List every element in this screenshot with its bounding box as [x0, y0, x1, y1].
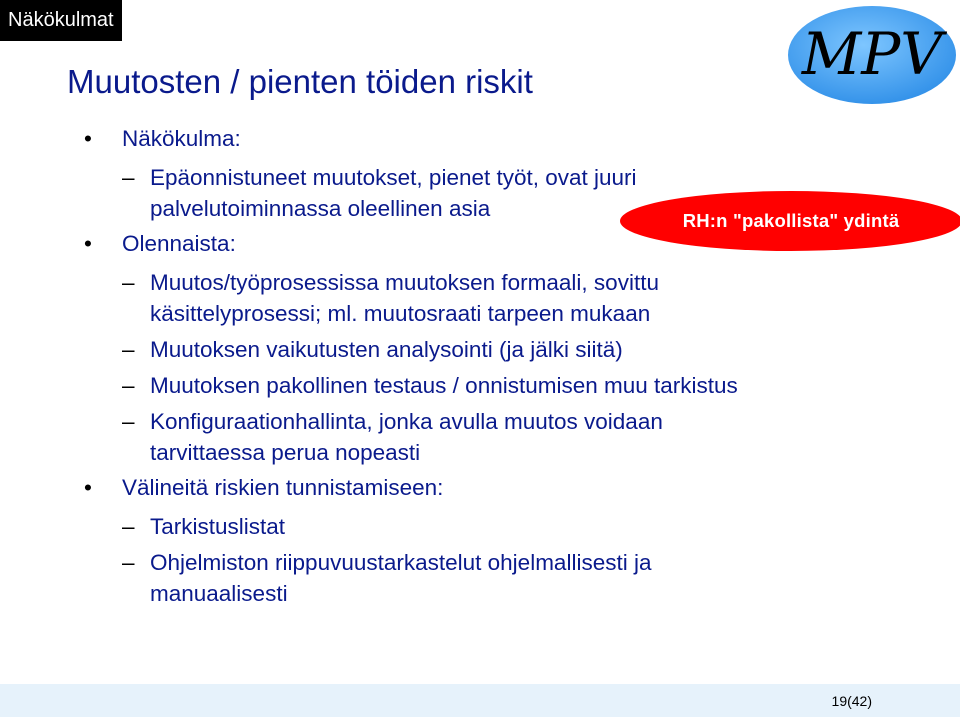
bullet-line: Epäonnistuneet muutokset, pienet työt, ovat juuri [150, 165, 637, 190]
bullet-line: Konfiguraationhallinta, jonka avulla muutos voidaan [150, 409, 663, 434]
bullet-dash-icon: – [122, 514, 135, 539]
bullet-line: käsittelyprosessi; ml. muutosraati tarpeen mukaan [150, 301, 651, 326]
bullet-line: Muutos/työprosessissa muutoksen formaali, sovittu [150, 270, 659, 295]
bullet-item [80, 121, 860, 157]
bullet-line: palvelutoiminnassa oleellinen asia [150, 196, 491, 221]
bullet-text: Välineitä riskien tunnistamiseen: [122, 475, 444, 500]
sub-bullet-item [80, 511, 860, 542]
bullet-line: tarvittaessa perua nopeasti [150, 440, 421, 465]
sub-bullet-item [80, 370, 860, 401]
bullet-text: Olennaista: [122, 231, 236, 256]
bullet-dash-icon: – [122, 409, 135, 434]
bullet-dash-icon: – [122, 373, 135, 398]
bullet-dash-icon: – [122, 165, 135, 190]
bullet-dot-icon: • [84, 126, 92, 151]
bullet-dash-icon: – [122, 270, 135, 295]
bullet-line: Muutoksen vaikutusten analysointi (ja jälki siitä) [150, 337, 623, 362]
bullet-dash-icon: – [122, 550, 135, 575]
logo-text: MPV [801, 20, 943, 88]
mpv-logo [786, 4, 958, 106]
slide-title: Muutosten / pienten töiden riskit [67, 63, 533, 100]
bullet-item [80, 470, 860, 506]
bullet-dot-icon: • [84, 475, 92, 500]
footer-bar [0, 684, 960, 717]
bullet-line: Muutoksen pakollinen testaus / onnistumisen muu tarkistus [150, 373, 738, 398]
sub-bullet-item [80, 547, 860, 609]
sub-bullet-item [80, 406, 860, 468]
section-tag: Näkökulmat [0, 0, 122, 41]
bullet-dot-icon: • [84, 231, 92, 256]
callout-core-badge: RH:n "pakollista" ydintä [620, 191, 960, 251]
sub-bullet-item [80, 334, 860, 365]
bullet-line: Tarkistuslistat [150, 514, 286, 539]
bullet-dash-icon: – [122, 337, 135, 362]
bullet-text: Näkökulma: [122, 126, 241, 151]
sub-bullet-item [80, 267, 860, 329]
page-number: 19(42) [831, 693, 872, 709]
bullet-line: manuaalisesti [150, 581, 288, 606]
bullet-line: Ohjelmiston riippuvuustarkastelut ohjelmallisesti ja [150, 550, 652, 575]
